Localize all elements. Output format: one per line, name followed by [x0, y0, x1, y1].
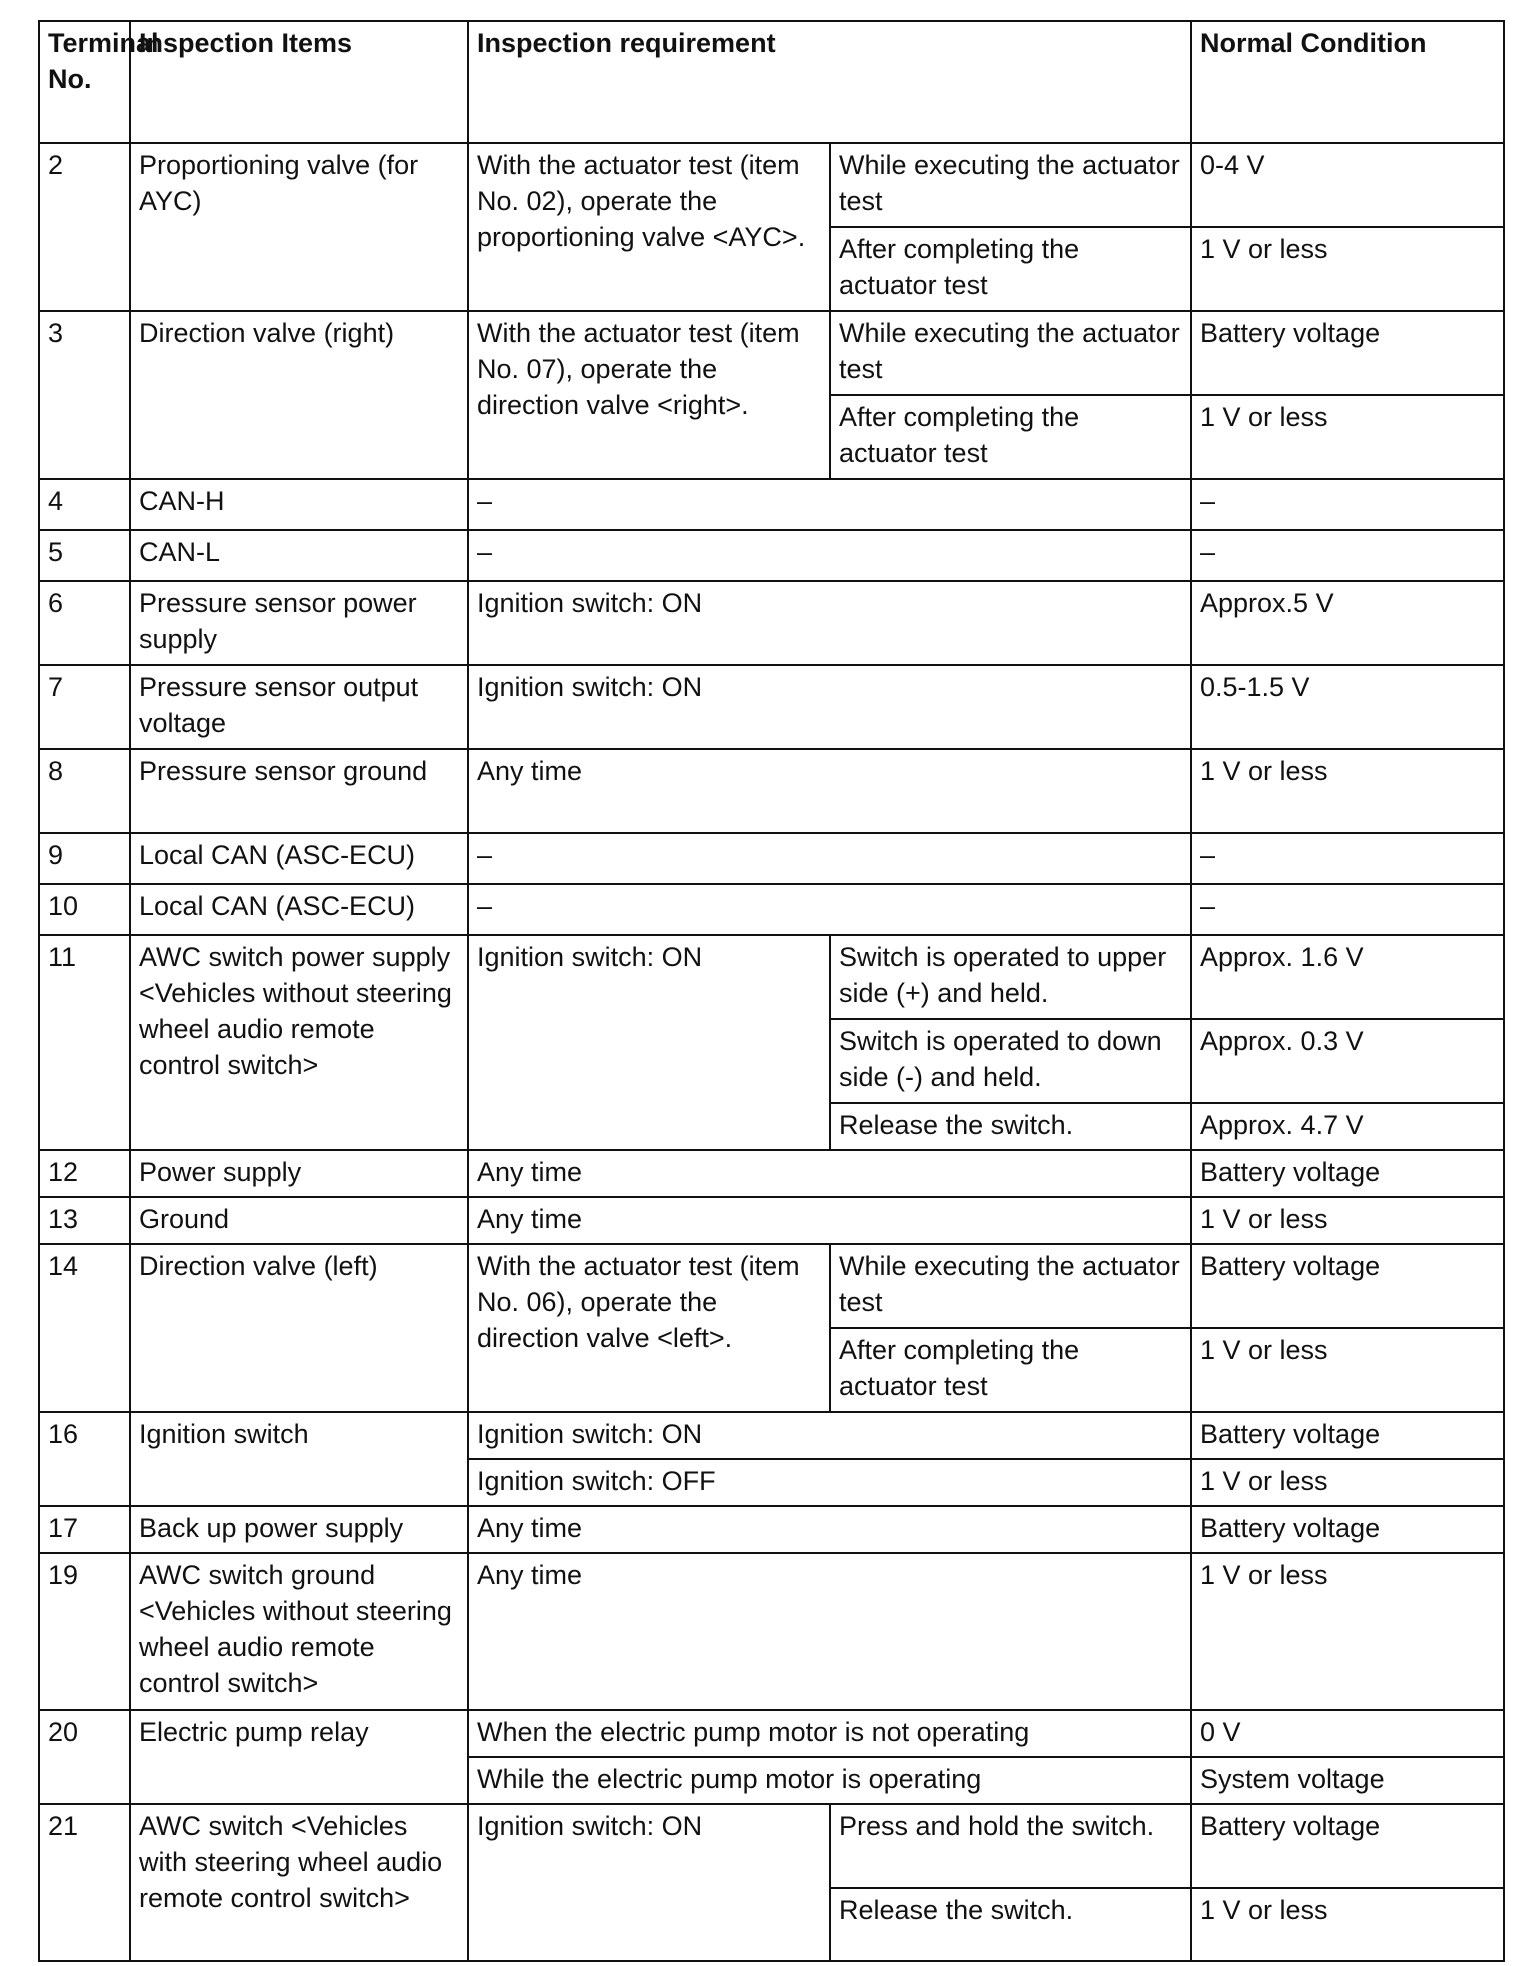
normal-cell: 1 V or less: [1191, 1459, 1504, 1506]
item-cell: Local CAN (ASC-ECU): [130, 833, 468, 884]
item-cell: AWC switch power supply <Vehicles without steering wheel audio remote control switch>: [130, 935, 468, 1150]
terminal-cell: 19: [39, 1553, 130, 1710]
terminal-cell: 14: [39, 1244, 130, 1412]
item-cell: AWC switch ground <Vehicles without steering wheel audio remote control switch>: [130, 1553, 468, 1710]
table-row: [39, 311, 1504, 395]
terminal-cell: 11: [39, 935, 130, 1150]
condition-cell: Press and hold the switch.: [830, 1804, 1191, 1888]
normal-cell: Approx. 0.3 V: [1191, 1019, 1504, 1103]
header-terminal-no: Terminal No.: [39, 21, 130, 143]
requirement-cell: Any time: [468, 749, 1191, 833]
normal-cell: 1 V or less: [1191, 1197, 1504, 1244]
requirement-cell: –: [468, 479, 1191, 530]
condition-cell: After completing the actuator test: [830, 395, 1191, 479]
table-row: [39, 1197, 1504, 1244]
requirement-cell: Ignition switch: ON: [468, 1804, 830, 1961]
terminal-cell: 5: [39, 530, 130, 581]
terminal-cell: 21: [39, 1804, 130, 1961]
table-row: [39, 884, 1504, 935]
item-cell: Electric pump relay: [130, 1710, 468, 1804]
requirement-cell: With the actuator test (item No. 07), operate the direction valve <right>.: [468, 311, 830, 479]
table-row: [39, 1244, 1504, 1328]
normal-cell: 0-4 V: [1191, 143, 1504, 227]
terminal-cell: 6: [39, 581, 130, 665]
requirement-cell: Any time: [468, 1506, 1191, 1553]
item-cell: Ground: [130, 1197, 468, 1244]
normal-cell: 1 V or less: [1191, 749, 1504, 833]
table-row: [39, 1804, 1504, 1888]
item-cell: Pressure sensor ground: [130, 749, 468, 833]
normal-cell: 1 V or less: [1191, 1553, 1504, 1710]
condition-cell: Release the switch.: [830, 1103, 1191, 1150]
normal-cell: Battery voltage: [1191, 1506, 1504, 1553]
table-row: [39, 749, 1504, 833]
terminal-cell: 10: [39, 884, 130, 935]
condition-cell: After completing the actuator test: [830, 227, 1191, 311]
normal-cell: –: [1191, 884, 1504, 935]
terminal-cell: 17: [39, 1506, 130, 1553]
table-row: [39, 479, 1504, 530]
terminal-cell: 16: [39, 1412, 130, 1506]
header-row: [39, 21, 1504, 143]
terminal-cell: 7: [39, 665, 130, 749]
terminal-cell: 9: [39, 833, 130, 884]
table-row: [39, 581, 1504, 665]
normal-cell: Battery voltage: [1191, 1412, 1504, 1459]
item-cell: Pressure sensor power supply: [130, 581, 468, 665]
normal-cell: 1 V or less: [1191, 395, 1504, 479]
requirement-cell: Any time: [468, 1150, 1191, 1197]
table-row: [39, 935, 1504, 1019]
normal-cell: Battery voltage: [1191, 1150, 1504, 1197]
normal-cell: Approx.5 V: [1191, 581, 1504, 665]
table-row: [39, 1710, 1504, 1757]
terminal-cell: 20: [39, 1710, 130, 1804]
requirement-cell: Ignition switch: ON: [468, 1412, 1191, 1459]
table-row: [39, 1412, 1504, 1459]
requirement-cell: When the electric pump motor is not operating: [468, 1710, 1191, 1757]
item-cell: Proportioning valve (for AYC): [130, 143, 468, 311]
header-inspection-requirement: Inspection requirement: [468, 21, 1191, 143]
normal-cell: –: [1191, 479, 1504, 530]
header-inspection-items: Inspection Items: [130, 21, 468, 143]
normal-cell: Battery voltage: [1191, 311, 1504, 395]
condition-cell: After completing the actuator test: [830, 1328, 1191, 1412]
terminal-cell: 13: [39, 1197, 130, 1244]
requirement-cell: Ignition switch: ON: [468, 665, 1191, 749]
normal-cell: Battery voltage: [1191, 1244, 1504, 1328]
item-cell: Local CAN (ASC-ECU): [130, 884, 468, 935]
item-cell: CAN-L: [130, 530, 468, 581]
table-row: [39, 1506, 1504, 1553]
requirement-cell: Any time: [468, 1553, 1191, 1710]
item-cell: CAN-H: [130, 479, 468, 530]
item-cell: Direction valve (left): [130, 1244, 468, 1412]
header-normal-condition: Normal Condition: [1191, 21, 1504, 143]
requirement-cell: –: [468, 884, 1191, 935]
requirement-cell: While the electric pump motor is operating: [468, 1757, 1191, 1804]
item-cell: Back up power supply: [130, 1506, 468, 1553]
item-cell: AWC switch <Vehicles with steering wheel audio remote control switch>: [130, 1804, 468, 1961]
condition-cell: Switch is operated to upper side (+) and held.: [830, 935, 1191, 1019]
terminal-cell: 8: [39, 749, 130, 833]
requirement-cell: Any time: [468, 1197, 1191, 1244]
requirement-cell: –: [468, 530, 1191, 581]
item-cell: Power supply: [130, 1150, 468, 1197]
requirement-cell: Ignition switch: ON: [468, 581, 1191, 665]
item-cell: Direction valve (right): [130, 311, 468, 479]
normal-cell: 0.5-1.5 V: [1191, 665, 1504, 749]
normal-cell: Approx. 1.6 V: [1191, 935, 1504, 1019]
table-row: [39, 530, 1504, 581]
requirement-cell: With the actuator test (item No. 06), operate the direction valve <left>.: [468, 1244, 830, 1412]
table-row: [39, 1150, 1504, 1197]
requirement-cell: Ignition switch: ON: [468, 935, 830, 1150]
normal-cell: Battery voltage: [1191, 1804, 1504, 1888]
normal-cell: 0 V: [1191, 1710, 1504, 1757]
item-cell: Pressure sensor output voltage: [130, 665, 468, 749]
normal-cell: Approx. 4.7 V: [1191, 1103, 1504, 1150]
normal-cell: System voltage: [1191, 1757, 1504, 1804]
terminal-cell: 3: [39, 311, 130, 479]
inspection-table: [38, 20, 1505, 1962]
requirement-cell: With the actuator test (item No. 02), operate the proportioning valve <AYC>.: [468, 143, 830, 311]
normal-cell: 1 V or less: [1191, 227, 1504, 311]
requirement-cell: Ignition switch: OFF: [468, 1459, 1191, 1506]
normal-cell: –: [1191, 833, 1504, 884]
normal-cell: 1 V or less: [1191, 1888, 1504, 1961]
table-row: [39, 1553, 1504, 1710]
table-row: [39, 143, 1504, 227]
normal-cell: 1 V or less: [1191, 1328, 1504, 1412]
terminal-cell: 12: [39, 1150, 130, 1197]
normal-cell: –: [1191, 530, 1504, 581]
requirement-cell: –: [468, 833, 1191, 884]
terminal-cell: 2: [39, 143, 130, 311]
table-row: [39, 833, 1504, 884]
condition-cell: While executing the actuator test: [830, 1244, 1191, 1328]
condition-cell: While executing the actuator test: [830, 311, 1191, 395]
table-row: [39, 665, 1504, 749]
terminal-cell: 4: [39, 479, 130, 530]
condition-cell: Switch is operated to down side (-) and held.: [830, 1019, 1191, 1103]
item-cell: Ignition switch: [130, 1412, 468, 1506]
condition-cell: Release the switch.: [830, 1888, 1191, 1961]
condition-cell: While executing the actuator test: [830, 143, 1191, 227]
